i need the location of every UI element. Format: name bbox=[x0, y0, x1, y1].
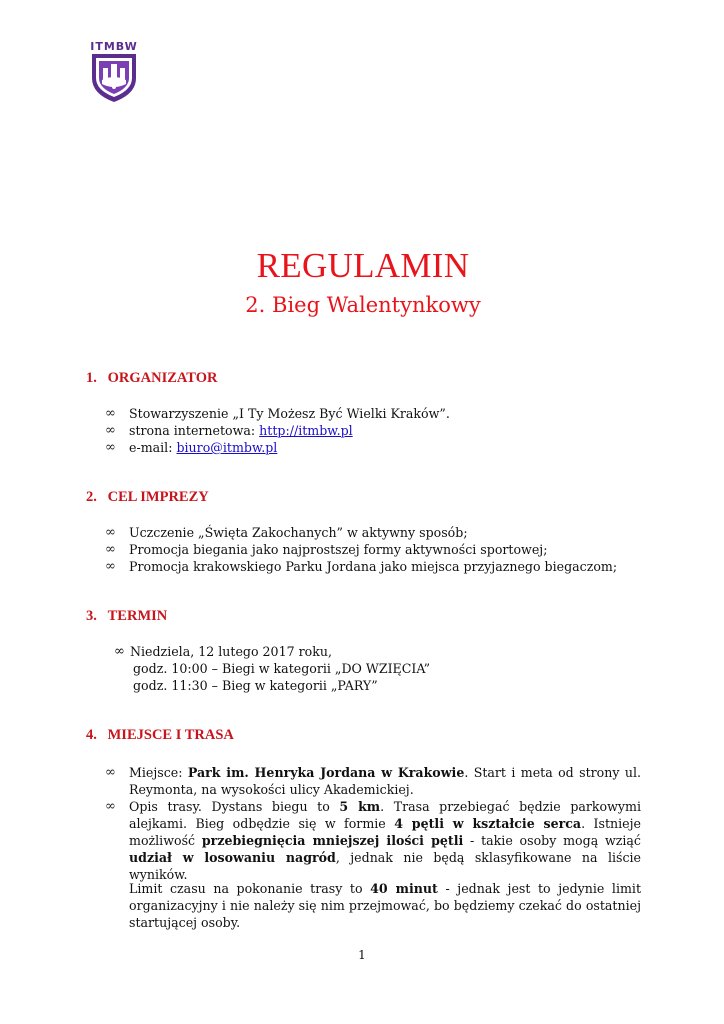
list-item: ∞ strona internetowa: http://itmbw.pl bbox=[105, 423, 353, 438]
infinity-bullet-icon: ∞ bbox=[105, 542, 116, 557]
website-link[interactable]: http://itmbw.pl bbox=[259, 423, 353, 438]
section-title: CEL IMPREZY bbox=[107, 489, 209, 505]
section-number: 4. bbox=[86, 727, 97, 743]
list-item: ∞ Promocja biegania jako najprostszej formy aktywności sportowej; bbox=[105, 542, 548, 557]
section-number: 1. bbox=[86, 370, 97, 386]
email-link[interactable]: biuro@itmbw.pl bbox=[176, 440, 278, 455]
document-title: REGULAMIN bbox=[256, 246, 470, 285]
organizator-list bbox=[103, 405, 641, 456]
list-item: ∞ e-mail: biuro@itmbw.pl bbox=[105, 440, 278, 455]
list-item-miejsce: ∞ Miejsce: Park im. Henryka Jordana w Krakowie. Start i meta od strony ul. Reymonta, na wysokości ulicy Akademickiej. bbox=[105, 765, 641, 797]
section-title: ORGANIZATOR bbox=[107, 370, 218, 386]
section-number: 2. bbox=[86, 489, 97, 505]
termin-list bbox=[114, 643, 534, 694]
section-number: 3. bbox=[86, 608, 97, 624]
infinity-bullet-icon: ∞ bbox=[114, 644, 125, 659]
miejsce-list bbox=[103, 764, 641, 883]
list-item-opis-trasy: ∞ Opis trasy. Dystans biegu to 5 km. Trasa przebiegać będzie parkowymi alejkami. Bieg odbędzie się w formie 4 pętli w kształcie serca. Istnieje możliwość przebiegnięcia mniejszej ilości pętli - takie osoby mogą wziąć udział w losowaniu nagród, jednak nie będą sklasyfikowane na liście wyników. bbox=[105, 799, 641, 882]
section-heading-termin bbox=[86, 608, 167, 625]
title-block bbox=[0, 246, 724, 318]
list-item: ∞ Uczczenie „Święta Zakochanych” w aktywny sposób; bbox=[105, 525, 468, 540]
list-item: ∞ Promocja krakowskiego Parku Jordana jako miejsca przyjaznego biegaczom; bbox=[105, 559, 618, 574]
cel-list bbox=[103, 524, 641, 575]
infinity-bullet-icon: ∞ bbox=[105, 440, 116, 455]
termin-date: Niedziela, 12 lutego 2017 roku, bbox=[130, 644, 332, 659]
infinity-bullet-icon: ∞ bbox=[105, 423, 116, 438]
section-heading-cel bbox=[86, 489, 209, 506]
section-title: TERMIN bbox=[107, 608, 168, 624]
svg-text:ITMBW: ITMBW bbox=[90, 40, 138, 53]
document-subtitle: 2. Bieg Walentynkowy bbox=[245, 293, 481, 317]
infinity-bullet-icon: ∞ bbox=[105, 765, 116, 780]
limit-paragraph: Limit czasu na pokonanie trasy to 40 minut - jednak jest to jedynie limit organizacyjny i nie należy się nim przejmować, bo będziemy czekać do ostatniej startującej osoby. bbox=[129, 881, 642, 930]
infinity-bullet-icon: ∞ bbox=[105, 406, 116, 421]
section-heading-miejsce bbox=[86, 727, 234, 744]
termin-time-2: godz. 11:30 – Bieg w kategorii „PARY” bbox=[133, 678, 378, 693]
itmbw-logo bbox=[86, 38, 142, 104]
list-item: ∞ Stowarzyszenie „I Ty Możesz Być Wielki Kraków”. bbox=[105, 406, 450, 421]
infinity-bullet-icon: ∞ bbox=[105, 525, 116, 540]
page-number: 1 bbox=[358, 948, 366, 962]
termin-time-1: godz. 10:00 – Biegi w kategorii „DO WZIĘCIA” bbox=[133, 661, 431, 676]
section-heading-organizator bbox=[86, 370, 217, 387]
list-item bbox=[114, 643, 534, 694]
infinity-bullet-icon: ∞ bbox=[105, 559, 116, 574]
infinity-bullet-icon: ∞ bbox=[105, 799, 116, 814]
section-title: MIEJSCE I TRASA bbox=[107, 727, 234, 743]
